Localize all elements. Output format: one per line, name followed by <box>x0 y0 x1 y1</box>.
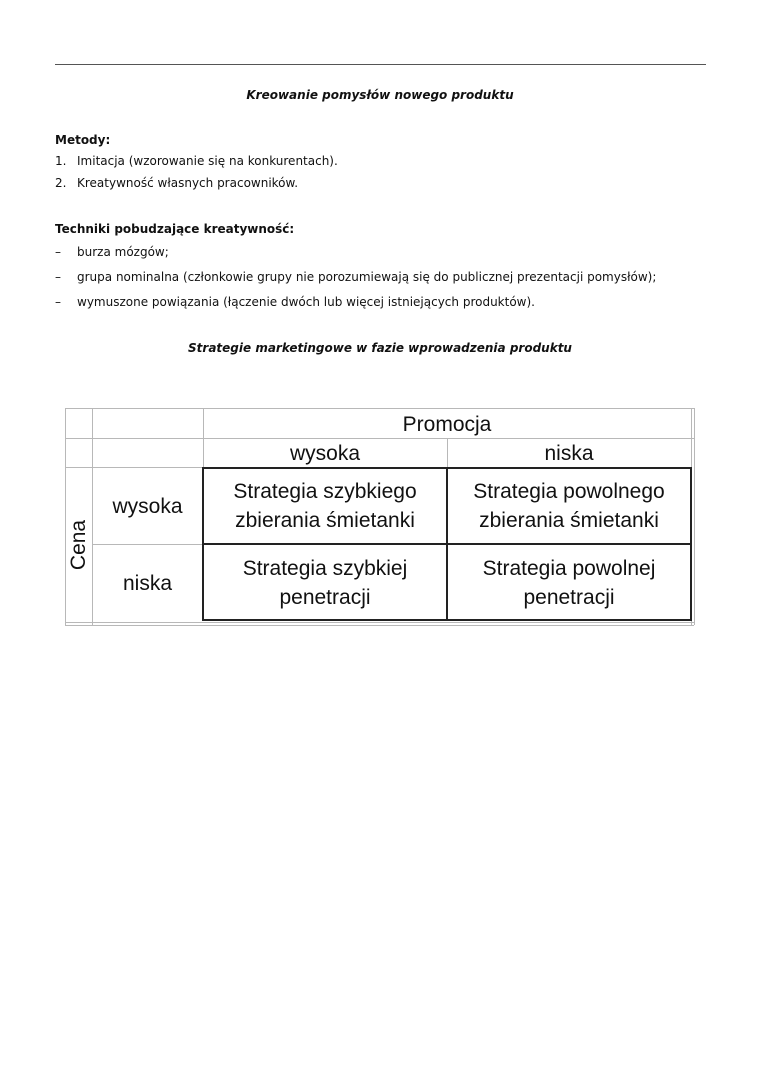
section-title-marketing-strategies: Strategie marketingowe w fazie wprowadzenia produktu <box>188 341 572 355</box>
list-marker: – <box>55 270 61 284</box>
column-axis-label: Promocja <box>402 412 492 436</box>
list-item <box>55 270 656 284</box>
list-item <box>55 176 298 190</box>
section-title-product-ideas: Kreowanie pomysłów nowego produktu <box>246 88 514 102</box>
column-header-wysoka: wysoka <box>289 442 361 465</box>
header-rule <box>55 64 706 65</box>
techniques-heading: Techniki pobudzające kreatywność: <box>55 222 295 236</box>
strategy-cell-fast-skimming: Strategia szybkiego zbierania śmietanki <box>233 480 417 532</box>
strategy-cell-slow-penetration: Strategia powolnej penetracji <box>482 556 656 609</box>
strategy-cell-fast-penetration: Strategia szybkiej penetracji <box>242 556 408 609</box>
list-item-text: Kreatywność własnych pracowników. <box>77 176 299 190</box>
list-item-text: burza mózgów; <box>77 245 169 259</box>
row-axis-label: Cena <box>67 519 90 571</box>
list-item-text: grupa nominalna (członkowie grupy nie porozumiewają się do publicznej prezentacji pomysłów); <box>77 270 657 284</box>
row-header-wysoka: wysoka <box>112 494 183 518</box>
list-item-text: Imitacja (wzorowanie się na konkurentach). <box>77 154 338 168</box>
list-marker: 2. <box>55 176 67 190</box>
list-marker: 1. <box>55 154 67 168</box>
list-item <box>55 154 338 168</box>
column-header-niska: niska <box>544 442 594 465</box>
list-item <box>55 295 535 309</box>
list-item <box>55 245 169 259</box>
grid-line <box>65 622 694 623</box>
list-marker: – <box>55 245 61 259</box>
grid-line <box>694 408 695 625</box>
list-marker: – <box>55 295 61 309</box>
list-item-text: wymuszone powiązania (łączenie dwóch lub więcej istniejących produktów). <box>77 295 535 309</box>
strategy-cell-slow-skimming: Strategia powolnego zbierania śmietanki <box>473 480 665 532</box>
row-header-niska: niska <box>122 571 173 595</box>
grid-line <box>65 625 694 626</box>
methods-heading: Metody: <box>55 133 111 147</box>
